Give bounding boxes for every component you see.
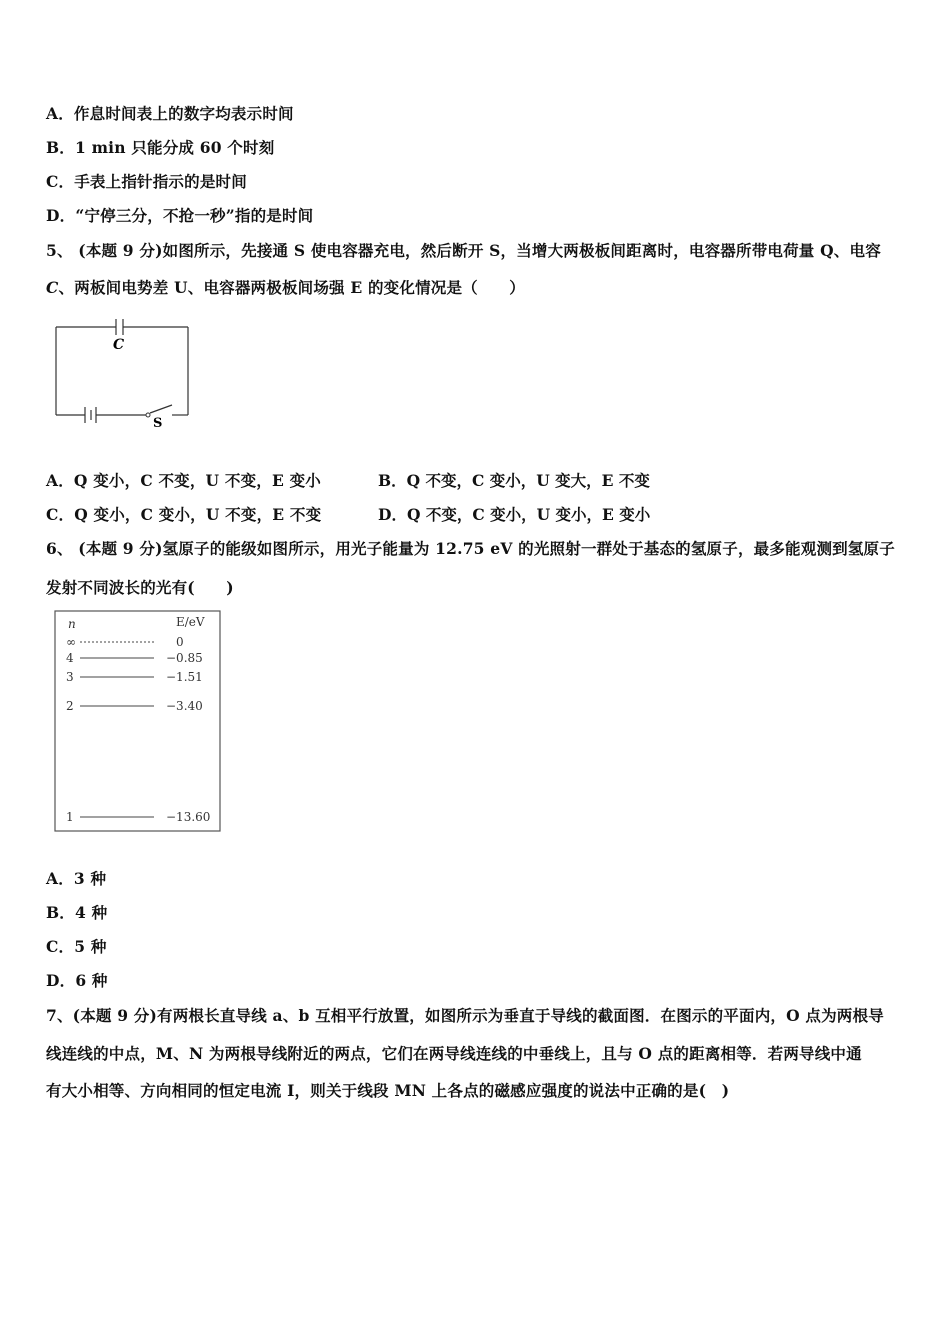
n-axis-header: n bbox=[68, 617, 76, 631]
energy-level-diagram bbox=[54, 610, 224, 835]
energy-level-value-label: −1.51 bbox=[166, 670, 203, 684]
q6-stem-line1: 6、 (本题 9 分)氢原子的能级如图所示，用光子能量为 12.75 eV 的光照射一群处于基态的氢原子，最多能观测到氢原子 bbox=[46, 539, 895, 558]
energy-level-n-label: ∞ bbox=[66, 635, 76, 649]
switch-label: S bbox=[153, 416, 163, 430]
capacitor-circuit-figure bbox=[50, 315, 200, 430]
energy-level-n-label: 4 bbox=[66, 651, 74, 665]
energy-level-value-label: −3.40 bbox=[166, 699, 203, 713]
energy-level-value-label: −0.85 bbox=[166, 651, 203, 665]
q6-option-b: B．4 种 bbox=[46, 903, 108, 922]
q5-option-c: C．Q 变小，C 变小，U 不变，E 不变 bbox=[46, 505, 322, 524]
q6-option-d: D．6 种 bbox=[46, 971, 108, 990]
capacitor-label: C bbox=[113, 337, 125, 353]
q5-stem-line2 bbox=[46, 276, 525, 298]
q7-stem-line3: 有大小相等、方向相同的恒定电流 I，则关于线段 MN 上各点的磁感应强度的说法中正确的是( ) bbox=[46, 1081, 730, 1100]
q4-option-a: A．作息时间表上的数字均表示时间 bbox=[46, 104, 294, 123]
q5-option-d: D．Q 不变，C 变小，U 变小，E 变小 bbox=[378, 505, 651, 524]
q4-option-d: D．“宁停三分，不抢一秒”指的是时间 bbox=[46, 206, 314, 225]
q6-option-c: C．5 种 bbox=[46, 937, 107, 956]
q5-stem-line2-rest: 、两板间电势差 U、电容器两极板间场强 E 的变化情况是（ ） bbox=[58, 278, 525, 297]
energy-level-value-label: 0 bbox=[176, 635, 184, 649]
energy-axis-header: E/eV bbox=[176, 615, 205, 629]
q5-option-a: A．Q 变小，C 不变，U 不变，E 变小 bbox=[46, 471, 321, 490]
energy-level-n-label: 3 bbox=[66, 670, 74, 684]
q6-stem-line2: 发射不同波长的光有( ) bbox=[46, 578, 234, 597]
q5-stem-line1: 5、 (本题 9 分)如图所示，先接通 S 使电容器充电，然后断开 S，当增大两极板间距离时，电容器所带电荷量 Q、电容 bbox=[46, 241, 881, 260]
q5-var-c: C bbox=[46, 278, 59, 297]
q5-option-b: B．Q 不变，C 变小，U 变大，E 不变 bbox=[378, 471, 650, 490]
energy-level-n-label: 2 bbox=[66, 699, 74, 713]
q6-option-a: A．3 种 bbox=[46, 869, 107, 888]
q7-stem-line2: 线连线的中点，M、N 为两根导线附近的两点，它们在两导线连线的中垂线上，且与 O 点的距离相等．若两导线中通 bbox=[46, 1044, 862, 1063]
q4-option-c: C．手表上指针指示的是时间 bbox=[46, 172, 247, 191]
energy-level-n-label: 1 bbox=[66, 810, 74, 824]
energy-level-value-label: −13.60 bbox=[166, 810, 211, 824]
q4-option-b: B．1 min 只能分成 60 个时刻 bbox=[46, 138, 275, 157]
q7-stem-line1: 7、(本题 9 分)有两根长直导线 a、b 互相平行放置，如图所示为垂直于导线的截面图．在图示的平面内，O 点为两根导 bbox=[46, 1006, 884, 1025]
